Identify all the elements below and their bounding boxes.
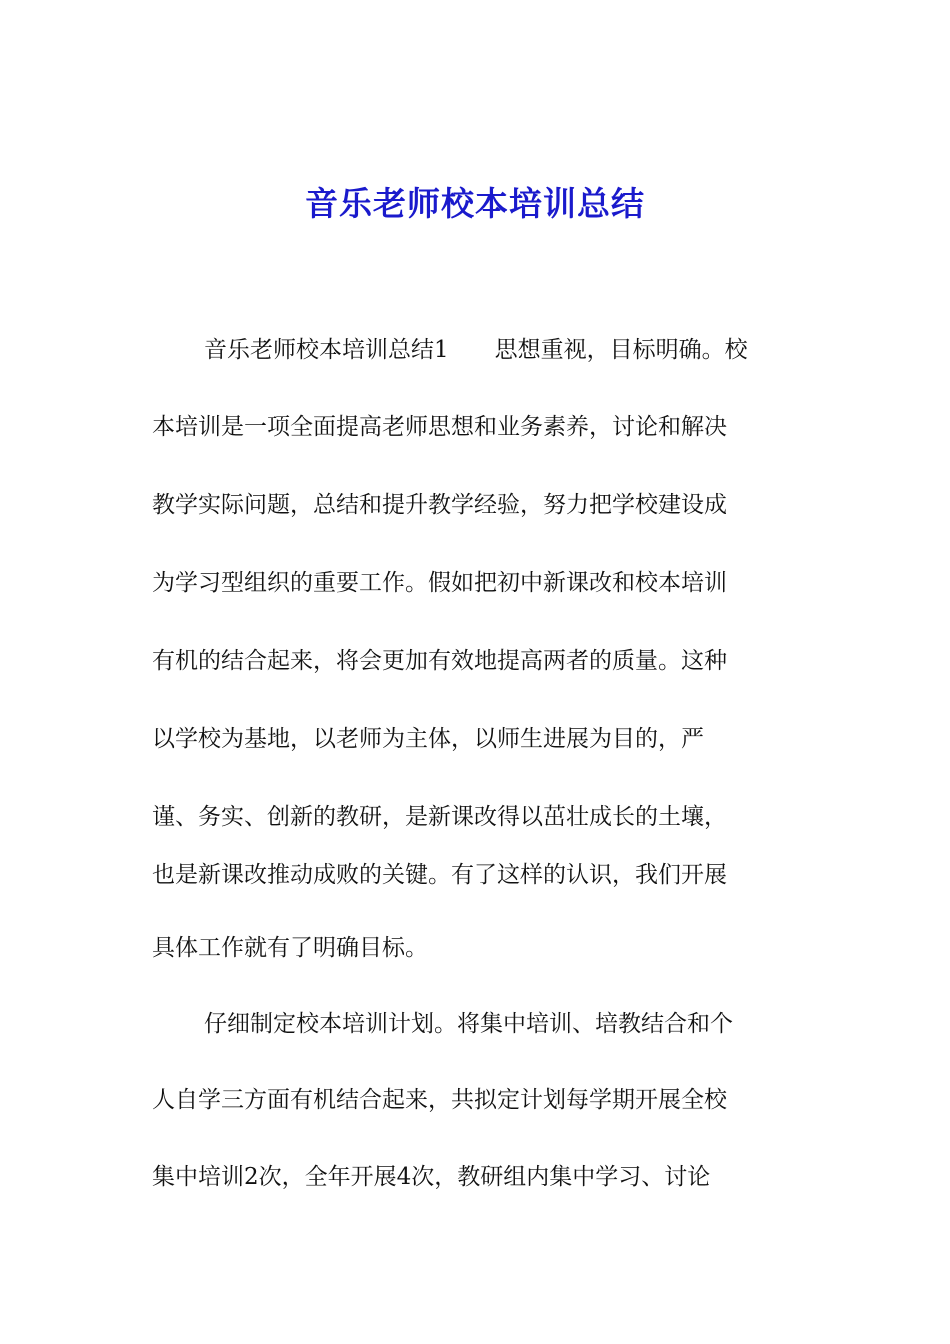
- paragraph-line: 本培训是一项全面提高老师思想和业务素养，讨论和解决: [152, 414, 727, 440]
- paragraph-line: 为学习型组织的重要工作。假如把初中新课改和校本培训: [152, 570, 727, 596]
- paragraph-line: 谨、务实、创新的教研，是新课改得以茁壮成长的土壤，: [152, 804, 727, 830]
- paragraph-line: 音乐老师校本培训总结1 思想重视，目标明确。校: [204, 337, 748, 363]
- paragraph-line: 仔细制定校本培训计划。将集中培训、培教结合和个: [204, 1011, 733, 1037]
- paragraph-line: 也是新课改推动成败的关键。有了这样的认识，我们开展: [152, 862, 727, 888]
- paragraph-line: 以学校为基地，以老师为主体，以师生进展为目的，严: [152, 726, 704, 752]
- paragraph-line: 集中培训2次，全年开展4次，教研组内集中学习、讨论: [152, 1164, 711, 1190]
- document-title: 音乐老师校本培训总结: [305, 184, 645, 223]
- paragraph-line: 有机的结合起来，将会更加有效地提高两者的质量。这种: [152, 648, 727, 674]
- paragraph-line: 具体工作就有了明确目标。: [152, 935, 428, 961]
- paragraph-line: 人自学三方面有机结合起来，共拟定计划每学期开展全校: [152, 1087, 727, 1113]
- paragraph-line: 教学实际问题，总结和提升教学经验，努力把学校建设成: [152, 492, 727, 518]
